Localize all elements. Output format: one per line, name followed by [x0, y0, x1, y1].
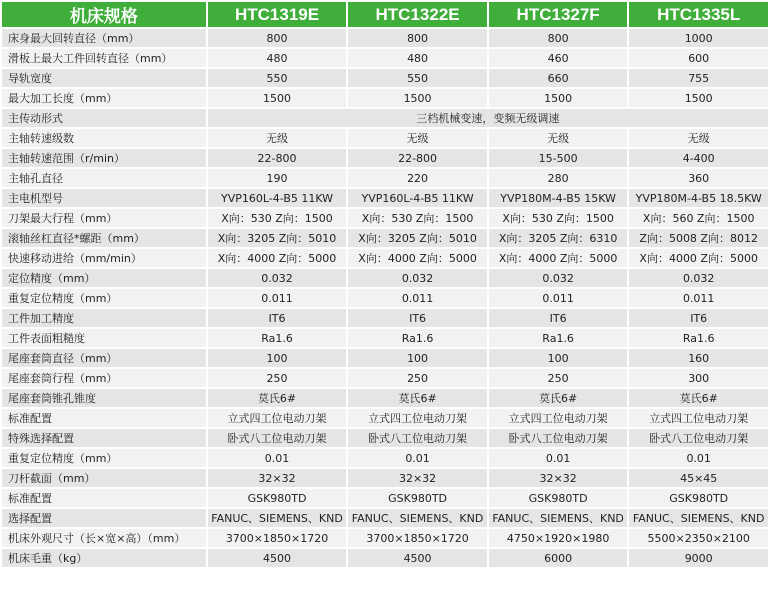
row-label: 滑板上最大工件回转直径（mm） — [2, 49, 206, 67]
table-cell: 无级 — [489, 129, 628, 147]
table-cell: 6000 — [489, 549, 628, 567]
table-row — [2, 509, 768, 527]
table-cell: YVP160L-4-B5 11KW — [208, 189, 347, 207]
table-cell: X向：3205 Z向：6310 — [489, 229, 628, 247]
table-cell: 22-800 — [348, 149, 487, 167]
table-row — [2, 329, 768, 347]
table-row — [2, 429, 768, 447]
table-cell: 1500 — [629, 89, 768, 107]
table-cell: 45×45 — [629, 469, 768, 487]
table-row — [2, 289, 768, 307]
table-cell: 卧式八工位电动刀架 — [629, 429, 768, 447]
table-cell: YVP180M-4-B5 15KW — [489, 189, 628, 207]
header-model-htc1327f: HTC1327F — [489, 2, 628, 27]
table-cell: 100 — [348, 349, 487, 367]
table-cell: 480 — [208, 49, 347, 67]
table-cell: 卧式八工位电动刀架 — [208, 429, 347, 447]
row-label: 主传动形式 — [2, 109, 206, 127]
table-cell: 0.032 — [208, 269, 347, 287]
row-label: 机床毛重（kg） — [2, 549, 206, 567]
table-cell: 1000 — [629, 29, 768, 47]
table-cell: GSK980TD — [489, 489, 628, 507]
table-cell: 0.011 — [489, 289, 628, 307]
table-cell: 755 — [629, 69, 768, 87]
table-cell: 220 — [348, 169, 487, 187]
table-cell: 3700×1850×1720 — [348, 529, 487, 547]
row-label: 主电机型号 — [2, 189, 206, 207]
table-cell: 立式四工位电动刀架 — [348, 409, 487, 427]
table-row — [2, 489, 768, 507]
table-cell: X向：4000 Z向：5000 — [348, 249, 487, 267]
table-row — [2, 449, 768, 467]
table-header — [2, 2, 768, 27]
table-cell: 立式四工位电动刀架 — [489, 409, 628, 427]
table-cell: 0.01 — [348, 449, 487, 467]
table-cell: 0.01 — [208, 449, 347, 467]
table-cell: 0.01 — [629, 449, 768, 467]
table-cell: 卧式八工位电动刀架 — [489, 429, 628, 447]
table-cell: 0.032 — [629, 269, 768, 287]
table-cell: 无级 — [208, 129, 347, 147]
table-cell: X向：530 Z向：1500 — [348, 209, 487, 227]
table-row — [2, 229, 768, 247]
table-cell: GSK980TD — [629, 489, 768, 507]
table-cell: 190 — [208, 169, 347, 187]
table-cell: 660 — [489, 69, 628, 87]
table-cell: 550 — [208, 69, 347, 87]
table-cell: 莫氏6# — [629, 389, 768, 407]
table-cell: 800 — [489, 29, 628, 47]
table-cell: 800 — [348, 29, 487, 47]
table-cell: FANUC、SIEMENS、KND — [489, 509, 628, 527]
table-cell: 250 — [489, 369, 628, 387]
row-label: 选择配置 — [2, 509, 206, 527]
table-cell: 800 — [208, 29, 347, 47]
table-cell: IT6 — [208, 309, 347, 327]
table-cell: 32×32 — [208, 469, 347, 487]
row-label: 标准配置 — [2, 489, 206, 507]
table-row — [2, 389, 768, 407]
table-cell: IT6 — [348, 309, 487, 327]
table-cell: 250 — [208, 369, 347, 387]
table-row — [2, 109, 768, 127]
table-cell: 1500 — [348, 89, 487, 107]
table-cell: 4750×1920×1980 — [489, 529, 628, 547]
table-cell: GSK980TD — [348, 489, 487, 507]
table-cell: 3700×1850×1720 — [208, 529, 347, 547]
row-label: 重复定位精度（mm） — [2, 289, 206, 307]
table-cell: GSK980TD — [208, 489, 347, 507]
row-label: 定位精度（mm） — [2, 269, 206, 287]
spanning-cell: 三档机械变速，变频无级调速 — [208, 109, 768, 127]
table-cell: 22-800 — [208, 149, 347, 167]
table-row — [2, 209, 768, 227]
table-cell: 15-500 — [489, 149, 628, 167]
header-model-htc1319e: HTC1319E — [208, 2, 347, 27]
table-cell: 1500 — [208, 89, 347, 107]
row-label: 主轴转速范围（r/min） — [2, 149, 206, 167]
table-cell: Ra1.6 — [348, 329, 487, 347]
table-row — [2, 549, 768, 567]
table-row — [2, 369, 768, 387]
table-cell: FANUC、SIEMENS、KND — [208, 509, 347, 527]
row-label: 工件表面粗糙度 — [2, 329, 206, 347]
table-cell: 32×32 — [348, 469, 487, 487]
table-cell: IT6 — [629, 309, 768, 327]
table-row — [2, 29, 768, 47]
table-cell: 0.032 — [348, 269, 487, 287]
table-cell: X向：3205 Z向：5010 — [348, 229, 487, 247]
table-row — [2, 169, 768, 187]
table-cell: 无级 — [348, 129, 487, 147]
table-row — [2, 129, 768, 147]
table-row — [2, 89, 768, 107]
table-cell: 9000 — [629, 549, 768, 567]
row-label: 尾座套筒锥孔锥度 — [2, 389, 206, 407]
table-cell: X向：4000 Z向：5000 — [208, 249, 347, 267]
table-cell: X向：3205 Z向：5010 — [208, 229, 347, 247]
table-cell: 4500 — [348, 549, 487, 567]
table-cell: 100 — [208, 349, 347, 367]
table-row — [2, 309, 768, 327]
table-cell: FANUC、SIEMENS、KND — [629, 509, 768, 527]
table-cell: 100 — [489, 349, 628, 367]
table-cell: 1500 — [489, 89, 628, 107]
row-label: 主轴转速级数 — [2, 129, 206, 147]
table-cell: 480 — [348, 49, 487, 67]
table-cell: 0.011 — [629, 289, 768, 307]
table-cell: 280 — [489, 169, 628, 187]
table-cell: 460 — [489, 49, 628, 67]
table-body — [2, 29, 768, 567]
table-cell: X向：530 Z向：1500 — [489, 209, 628, 227]
table-cell: 300 — [629, 369, 768, 387]
table-row — [2, 409, 768, 427]
row-label: 主轴孔直径 — [2, 169, 206, 187]
table-cell: 0.011 — [208, 289, 347, 307]
table-cell: FANUC、SIEMENS、KND — [348, 509, 487, 527]
table-cell: YVP180M-4-B5 18.5KW — [629, 189, 768, 207]
table-cell: 550 — [348, 69, 487, 87]
table-cell: X向：530 Z向：1500 — [208, 209, 347, 227]
table-cell: 无级 — [629, 129, 768, 147]
row-label: 导轨宽度 — [2, 69, 206, 87]
row-label: 尾座套筒直径（mm） — [2, 349, 206, 367]
table-cell: 0.011 — [348, 289, 487, 307]
table-cell: 600 — [629, 49, 768, 67]
table-cell: 立式四工位电动刀架 — [629, 409, 768, 427]
table-cell: 160 — [629, 349, 768, 367]
row-label: 滚轴丝杠直径*螺距（mm） — [2, 229, 206, 247]
table-row — [2, 49, 768, 67]
table-cell: IT6 — [489, 309, 628, 327]
table-cell: 4500 — [208, 549, 347, 567]
table-row — [2, 149, 768, 167]
row-label: 重复定位精度（mm） — [2, 449, 206, 467]
table-row — [2, 529, 768, 547]
table-cell: 0.032 — [489, 269, 628, 287]
row-label: 尾座套筒行程（mm） — [2, 369, 206, 387]
table-cell: YVP160L-4-B5 11KW — [348, 189, 487, 207]
table-cell: 32×32 — [489, 469, 628, 487]
row-label: 特殊选择配置 — [2, 429, 206, 447]
table-cell: Ra1.6 — [629, 329, 768, 347]
table-cell: 4-400 — [629, 149, 768, 167]
header-spec-label: 机床规格 — [2, 2, 206, 27]
table-cell: X向：4000 Z向：5000 — [489, 249, 628, 267]
table-cell: X向：560 Z向：1500 — [629, 209, 768, 227]
row-label: 刀杆截面（mm） — [2, 469, 206, 487]
table-cell: 莫氏6# — [208, 389, 347, 407]
table-cell: Ra1.6 — [208, 329, 347, 347]
table-cell: 250 — [348, 369, 487, 387]
table-row — [2, 349, 768, 367]
row-label: 快速移动进给（mm/min） — [2, 249, 206, 267]
row-label: 标准配置 — [2, 409, 206, 427]
row-label: 工件加工精度 — [2, 309, 206, 327]
table-cell: Ra1.6 — [489, 329, 628, 347]
row-label: 机床外观尺寸（长×宽×高）（mm） — [2, 529, 206, 547]
table-row — [2, 269, 768, 287]
row-label: 最大加工长度（mm） — [2, 89, 206, 107]
table-cell: 卧式八工位电动刀架 — [348, 429, 487, 447]
header-model-htc1322e: HTC1322E — [348, 2, 487, 27]
table-cell: 立式四工位电动刀架 — [208, 409, 347, 427]
table-cell: 莫氏6# — [348, 389, 487, 407]
table-cell: 360 — [629, 169, 768, 187]
header-row — [2, 2, 768, 27]
table-row — [2, 249, 768, 267]
row-label: 刀架最大行程（mm） — [2, 209, 206, 227]
row-label: 床身最大回转直径（mm） — [2, 29, 206, 47]
table-row — [2, 189, 768, 207]
table-row — [2, 469, 768, 487]
table-cell: 莫氏6# — [489, 389, 628, 407]
table-cell: 0.01 — [489, 449, 628, 467]
table-row — [2, 69, 768, 87]
header-model-htc1335l: HTC1335L — [629, 2, 768, 27]
table-cell: 5500×2350×2100 — [629, 529, 768, 547]
table-cell: Z向：5008 Z向：8012 — [629, 229, 768, 247]
table-cell: X向：4000 Z向：5000 — [629, 249, 768, 267]
